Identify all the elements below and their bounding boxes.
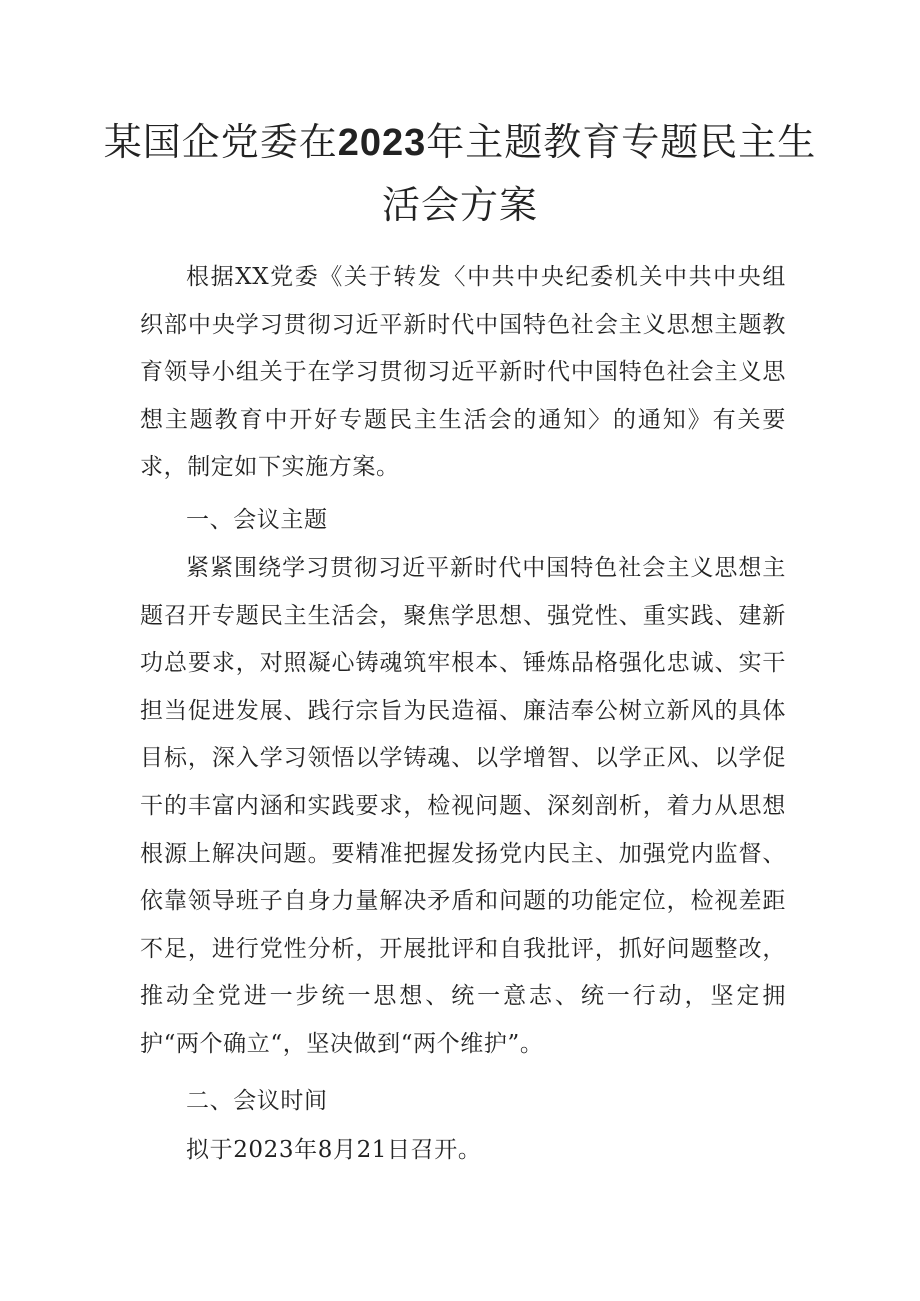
section-heading-time: 二、会议时间 — [186, 1088, 328, 1114]
title-year: 2023 — [337, 122, 427, 164]
section-heading-theme: 一、会议主题 — [186, 507, 328, 533]
section-body-theme: 紧紧围绕学习贯彻习近平新时代中国特色社会主义思想主题召开专题民主生活会，聚焦学思想、强党性、重实践、建新功总要求，对照凝心铸魂筑牢根本、锤炼品格强化忠诚、实干担当促进发展、践行宗旨为民造福、廉洁奉公树立新风的具体目标，深入学习领悟以学铸魂、以学增智、以学正风、以学促干的丰富内涵和实践要求，检视问题、深刻剖析，着力从思想根源上解决问题。要精准把握发扬党内民主、加强党内监督、依靠领导班子自身力量解决矛盾和问题的功能定位，检视差距不足，进行党性分析，开展批评和自我批评，抓好问题整改，推动全党进一步统一思想、统一意志、统一行动，坚定拥护“两个确立“，坚决做到“两个维护”。 — [140, 555, 786, 1057]
document-title-line-1: 某国企党委在2023年主题教育专题民主生 — [103, 120, 817, 164]
document-title-line-2: 活会方案 — [381, 183, 538, 227]
intro-paragraph: 根据XX党委《关于转发〈中共中央纪委机关中共中央组织部中央学习贯彻习近平新时代中国特色社会主义思想主题教育领导小组关于在学习贯彻习近平新时代中国特色社会主义思想主题教育中开好专题民主生活会的通知〉的通知》有关要求，制定如下实施方案。 — [140, 264, 786, 481]
section-body-time: 拟于2023年8月21日召开。 — [186, 1137, 482, 1163]
